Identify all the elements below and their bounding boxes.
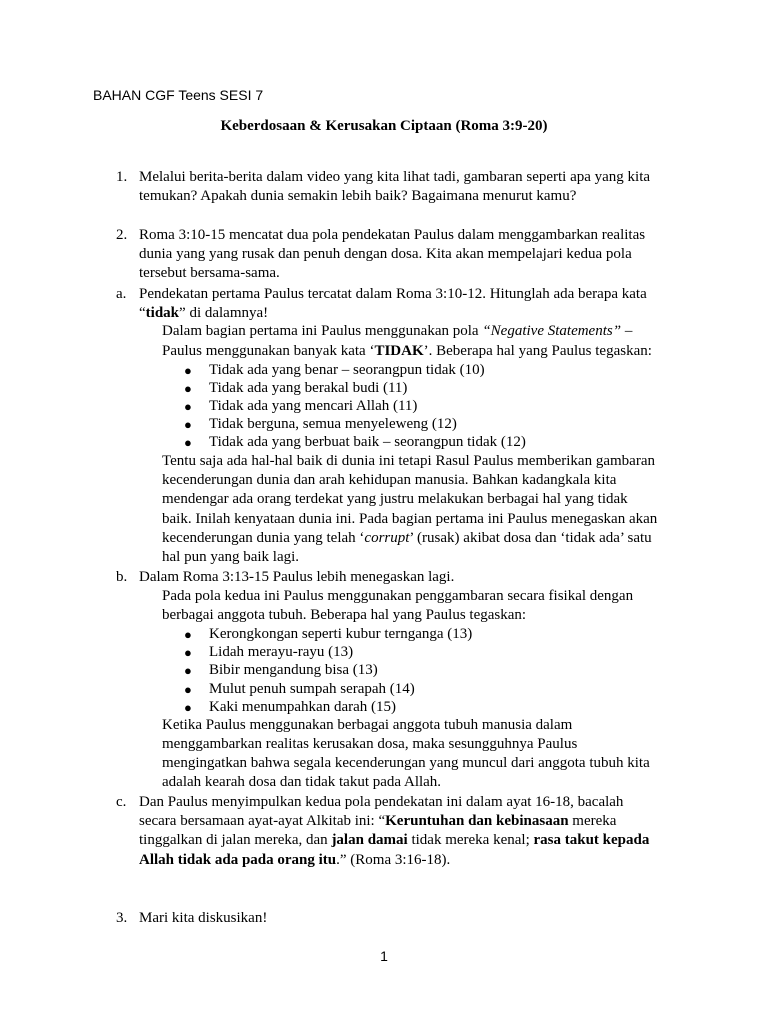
document-title: Keberdosaan & Kerusakan Ciptaan (Roma 3:9-20) xyxy=(220,118,548,134)
section-c-line-3: tinggalkan di jalan mereka, dan jalan damai tidak mereka kenal; rasa takut kepada xyxy=(139,832,650,848)
section-b-para-1-line-2: berbagai anggota tubuh. Beberapa hal yang Paulus tegaskan: xyxy=(162,607,527,623)
bullet-icon: ● xyxy=(184,417,192,432)
section-a-marker: a. xyxy=(116,286,127,302)
section-a-para-2-line-5: kecenderungan dunia yang telah ‘corrupt’ (rusak) akibat dosa dan ‘tidak ada’ satu xyxy=(162,530,652,546)
section-c-line-2: secara bersamaan ayat-ayat Alkitab ini: “Keruntuhan dan kebinasaan mereka xyxy=(139,813,617,829)
section-b-bullet-4: Mulut penuh sumpah serapah (14) xyxy=(209,681,415,697)
section-a-para-1-line-2: Paulus menggunakan banyak kata ‘TIDAK’. Beberapa hal yang Paulus tegaskan: xyxy=(162,343,652,359)
question-1-number: 1. xyxy=(116,169,128,185)
section-b-para-2-line-4: adalah kearah dosa dan tidak takut pada Allah. xyxy=(162,774,442,790)
bullet-icon: ● xyxy=(184,645,192,660)
question-1-line-1: Melalui berita-berita dalam video yang kita lihat tadi, gambaran seperti apa yang kita xyxy=(139,169,651,185)
section-b-line-1: Dalam Roma 3:13-15 Paulus lebih menegaskan lagi. xyxy=(139,569,455,585)
page-number: 1 xyxy=(380,948,388,964)
section-c-line-4: Allah tidak ada pada orang itu.” (Roma 3:16-18). xyxy=(139,852,451,868)
question-2-line-3: tersebut bersama-sama. xyxy=(139,265,280,281)
section-b-bullet-5: Kaki menumpahkan darah (15) xyxy=(209,699,397,715)
question-3-number: 3. xyxy=(116,910,128,926)
bullet-icon: ● xyxy=(184,435,192,450)
word-tidak-caps: TIDAK xyxy=(374,343,424,359)
rasa-takut-phrase: rasa takut kepada xyxy=(533,832,650,848)
word-tidak: tidak xyxy=(145,305,180,321)
section-c-marker: c. xyxy=(116,794,127,810)
question-1-line-2: temukan? Apakah dunia semakin lebih baik? Bagaimana menurut kamu? xyxy=(139,188,577,204)
question-2-line-2: dunia yang yang rusak dan penuh dengan dosa. Kita akan mempelajari kedua pola xyxy=(139,246,632,262)
bullet-icon: ● xyxy=(184,399,192,414)
document-header-label: BAHAN CGF Teens SESI 7 xyxy=(93,87,264,103)
keruntuhan-phrase: Keruntuhan dan kebinasaan xyxy=(385,813,569,829)
section-b-para-2-line-3: mengingatkan bahwa segala kecenderungan yang muncul dari anggota tubuh kita xyxy=(162,755,650,771)
bullet-icon: ● xyxy=(184,700,192,715)
section-b-para-2-line-1: Ketika Paulus menggunakan berbagai anggota tubuh manusia dalam xyxy=(162,717,573,733)
section-c-line-1: Dan Paulus menyimpulkan kedua pola pendekatan ini dalam ayat 16-18, bacalah xyxy=(139,794,624,810)
section-a-bullet-3: Tidak ada yang mencari Allah (11) xyxy=(209,398,418,414)
section-a-para-2-line-3: mendengar ada orang terdekat yang justru melakukan berbagai hal yang tidak xyxy=(162,491,628,507)
section-a-line-2: “tidak” di dalamnya! xyxy=(139,305,269,321)
section-a-line-1: Pendekatan pertama Paulus tercatat dalam Roma 3:10-12. Hitunglah ada berapa kata xyxy=(139,286,647,302)
section-a-para-2-line-1: Tentu saja ada hal-hal baik di dunia ini tetapi Rasul Paulus memberikan gambaran xyxy=(162,453,655,469)
allah-tidak-ada-phrase: Allah tidak ada pada orang itu xyxy=(139,852,337,868)
section-b-bullet-3: Bibir mengandung bisa (13) xyxy=(209,662,378,678)
bullet-icon: ● xyxy=(184,363,192,378)
question-2-line-1: Roma 3:10-15 mencatat dua pola pendekatan Paulus dalam menggambarkan realitas xyxy=(139,227,646,243)
bullet-icon: ● xyxy=(184,381,192,396)
section-a-bullet-4: Tidak berguna, semua menyeleweng (12) xyxy=(209,416,457,432)
negative-statements-term: “Negative Statements” xyxy=(482,323,622,339)
section-b-bullet-2: Lidah merayu-rayu (13) xyxy=(209,644,354,660)
section-b-para-1-line-1: Pada pola kedua ini Paulus menggunakan penggambaran secara fisikal dengan xyxy=(162,588,634,604)
section-a-para-2-line-6: hal pun yang baik lagi. xyxy=(162,549,300,565)
section-a-bullet-5: Tidak ada yang berbuat baik – seorangpun tidak (12) xyxy=(209,434,526,450)
section-a-bullet-2: Tidak ada yang berakal budi (11) xyxy=(209,380,408,396)
section-b-marker: b. xyxy=(116,569,128,585)
section-a-para-2-line-2: kecenderungan dunia dan arah kehidupan manusia. Bahkan kadangkala kita xyxy=(162,472,617,488)
section-b-bullet-1: Kerongkongan seperti kubur ternganga (13) xyxy=(209,626,473,642)
question-2-number: 2. xyxy=(116,227,128,243)
jalan-damai-phrase: jalan damai xyxy=(331,832,408,848)
section-b-para-2-line-2: menggambarkan realitas kerusakan dosa, maka sesungguhnya Paulus xyxy=(162,736,578,752)
bullet-icon: ● xyxy=(184,663,192,678)
corrupt-term: corrupt xyxy=(364,530,410,546)
section-a-para-2-line-4: baik. Inilah kenyataan dunia ini. Pada bagian pertama ini Paulus menegaskan akan xyxy=(162,511,658,527)
bullet-icon: ● xyxy=(184,682,192,697)
section-a-bullet-1: Tidak ada yang benar – seorangpun tidak (10) xyxy=(209,362,485,378)
section-a-para-1-line-1: Dalam bagian pertama ini Paulus menggunakan pola “Negative Statements” – xyxy=(162,323,633,339)
question-3-text: Mari kita diskusikan! xyxy=(139,910,268,926)
bullet-icon: ● xyxy=(184,627,192,642)
